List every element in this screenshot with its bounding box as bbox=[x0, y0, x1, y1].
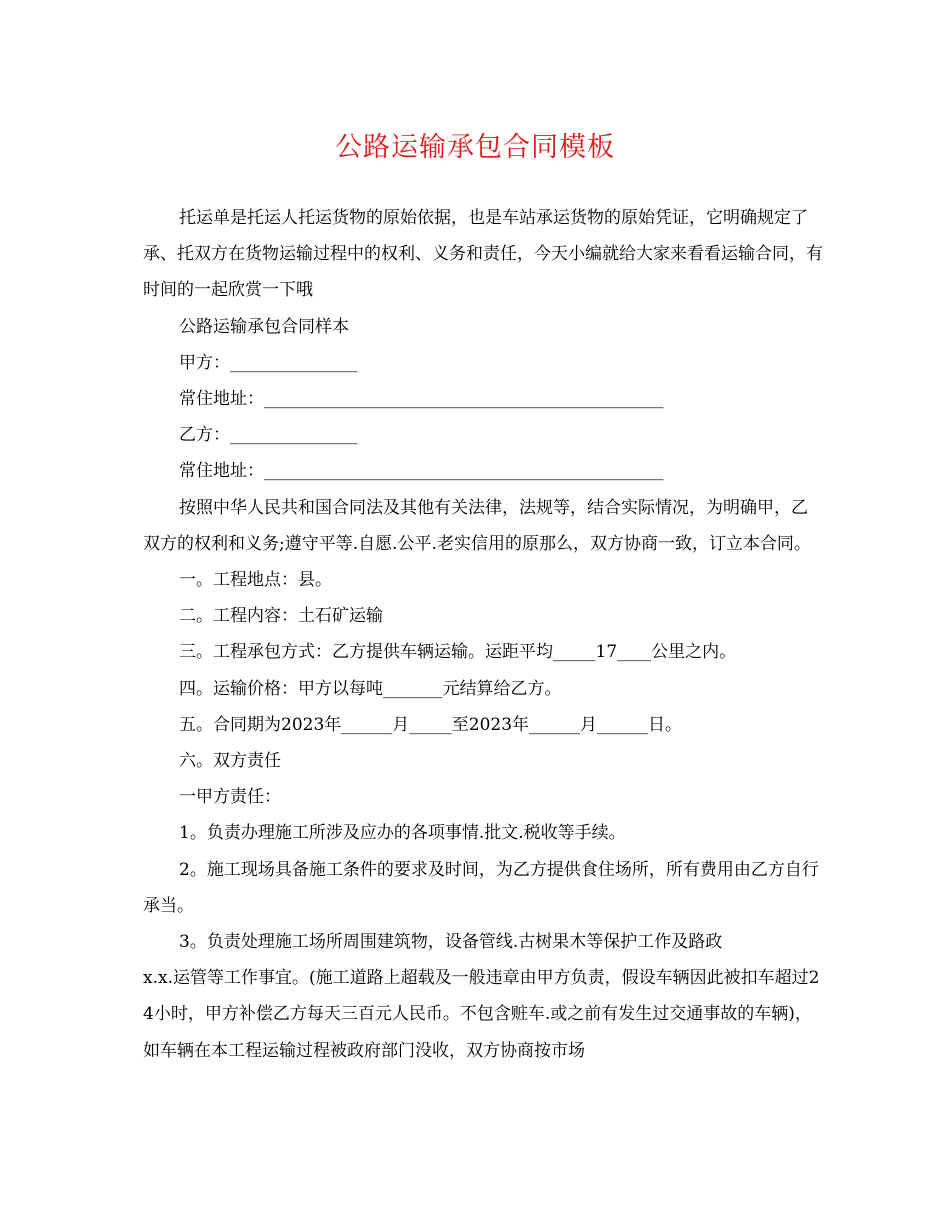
contract-sample-heading: 公路运输承包合同样本 bbox=[179, 316, 349, 337]
clause-responsibilities: 六。双方责任 bbox=[179, 751, 281, 772]
party-a-address-line: 常住地址：_______________________________________________ bbox=[179, 389, 664, 410]
party-a-responsibility-heading: 一甲方责任： bbox=[179, 787, 281, 808]
party-b-line: 乙方：_______________ bbox=[179, 425, 358, 446]
party-b-address-line: 常住地址：_______________________________________________ bbox=[179, 461, 664, 482]
party-a-line: 甲方：_______________ bbox=[179, 352, 358, 373]
intro-paragraph: 托运单是托运人托运货物的原始依据，也是车站承运货物的原始凭证，它明确规定了承、托双方在货物运输过程中的权利、义务和责任，今天小编就给大家来看看运输合同，有时间的一起欣赏一下哦 bbox=[143, 208, 823, 301]
clause-project-content: 二。工程内容：土石矿运输 bbox=[179, 606, 383, 627]
document-title: 公路运输承包合同模板 bbox=[335, 132, 615, 163]
responsibility-item-3-continued: x.x.运管等工作事宜。(施工道路上超载及一般违章由甲方负责，假设车辆因此被扣车超过24小时，甲方补偿乙方每天三百元人民币。不包含赃车.或之前有发生过交通事故的车辆)，如车辆在本工程运输过程被政府部门没收，双方协商按市场 bbox=[143, 968, 820, 1061]
responsibility-item-2: 2。施工现场具备施工条件的要求及时间，为乙方提供食住场所，所有费用由乙方自行承当。 bbox=[143, 859, 819, 916]
clause-contract-method: 三。工程承包方式：乙方提供车辆运输。运距平均_____17____公里之内。 bbox=[179, 642, 737, 663]
responsibility-item-3: 3。负责处理施工场所周围建筑物，设备管线.古树果木等保护工作及路政 bbox=[179, 932, 723, 953]
clause-project-location: 一。工程地点：县。 bbox=[179, 570, 332, 591]
clause-transport-price: 四。运输价格：甲方以每吨_______元结算给乙方。 bbox=[179, 678, 562, 699]
preamble-paragraph: 按照中华人民共和国合同法及其他有关法律，法规等，结合实际情况，为明确甲，乙双方的权利和义务;遵守平等.自愿.公平.老实信用的原那么，双方协商一致，订立本合同。 bbox=[143, 497, 811, 554]
responsibility-item-1: 1。负责办理施工所涉及应办的各项事情.批文.税收等手续。 bbox=[179, 823, 626, 844]
clause-contract-period: 五。合同期为2023年______月_____至2023年______月______日。 bbox=[179, 714, 683, 735]
document-body bbox=[143, 200, 823, 1069]
